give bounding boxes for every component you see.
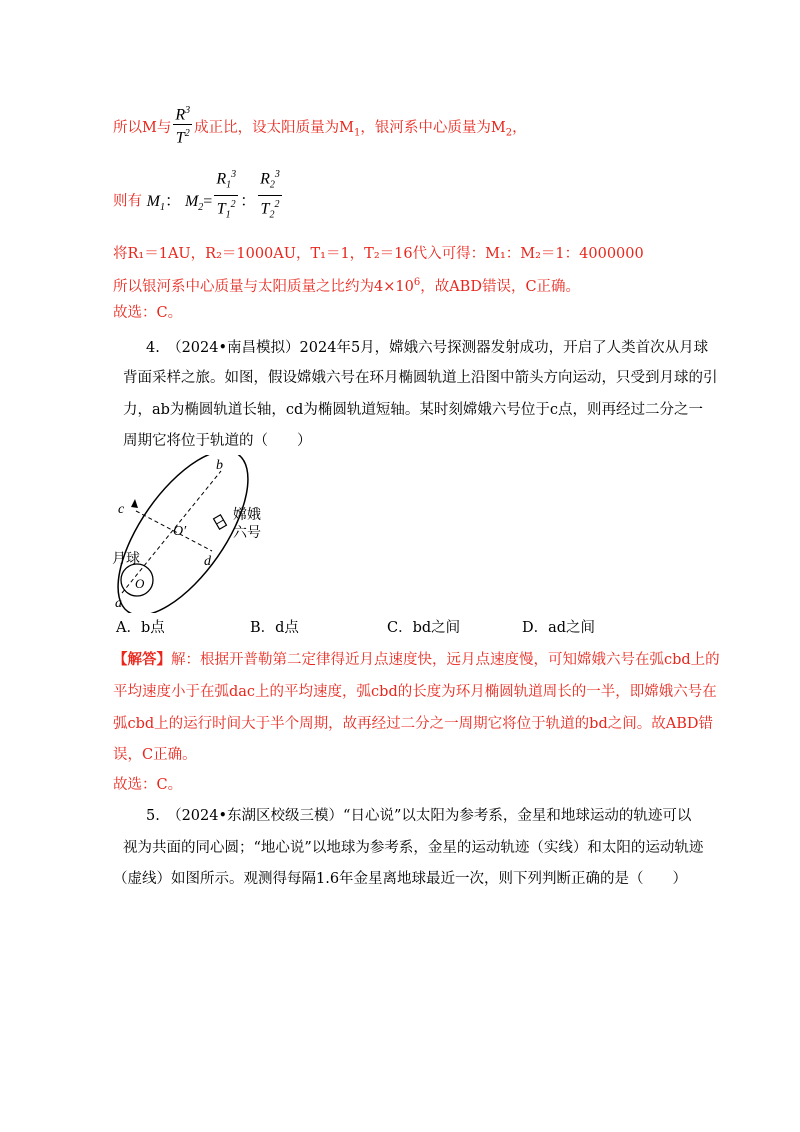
sub: 2 (505, 127, 513, 139)
text: ，银河系中心质量为M (360, 119, 506, 136)
q5-line3: （虚线）如图所示。观测得每隔1.6年金星离地球最近一次，则下列判断正确的是（ ） (113, 871, 688, 887)
m-symbol: M (146, 192, 160, 210)
sol3-line3: 将R₁＝1AU，R₂＝1000AU，T₁＝1，T₂＝16代入可得：M₁：M₂＝1：4000000 (113, 246, 644, 262)
sup: 3 (185, 105, 191, 116)
direction-arrow (131, 499, 138, 508)
label-center: O′ (173, 524, 187, 539)
sup: 3 (231, 169, 237, 180)
label-probe2: 六号 (233, 525, 261, 541)
label-moon-center: O (135, 576, 145, 591)
text: ， (512, 119, 527, 136)
fraction-r2-t2 (258, 166, 282, 224)
sup: 3 (274, 169, 280, 180)
t-symbol: T (175, 129, 185, 147)
q4-line4: 周期它将位于轨道的（ ） (123, 433, 312, 449)
t-symbol: T (260, 199, 270, 217)
sub: 2 (269, 179, 275, 191)
label-b: b (216, 458, 223, 473)
sub: 2 (269, 209, 275, 221)
q5-line1: 5. （2024•东湖区校级三模）“日心说”以太阳为参考系，金星和地球运动的轨迹可以 (146, 808, 692, 824)
sup: 2 (230, 198, 236, 210)
sub: 2 (198, 201, 204, 213)
r-symbol: R (260, 170, 270, 188)
equals: = (203, 192, 213, 210)
option-c[interactable]: C．bd之间 (387, 620, 461, 636)
text: 所以M与 (113, 119, 172, 136)
sub: 1 (226, 179, 232, 191)
colon: ： (164, 192, 181, 210)
r-symbol: R (175, 106, 186, 124)
fraction-r3-t2 (173, 102, 192, 148)
q4-line3: 力，ab为椭圆轨道长轴，cd为椭圆轨道短轴。某时刻嫦娥六号位于c点，则再经过二分之一 (123, 402, 703, 418)
sol3-line1 (113, 105, 527, 148)
label-moon: 月球 (112, 551, 140, 567)
orbit-figure (100, 455, 290, 613)
q4-answer-line4: 误，C正确。 (113, 747, 197, 763)
colon: ： (240, 192, 257, 210)
probe-icon (214, 515, 227, 529)
sol3-line4 (113, 273, 580, 297)
frac-den (173, 125, 192, 147)
text: ，故ABD错误，C正确。 (420, 278, 581, 295)
frac-den (214, 196, 238, 225)
q4-answer-line1 (113, 650, 720, 670)
q4-line2: 背面采样之旅。如图，假设嫦娥六号在环月椭圆轨道上沿图中箭头方向运动，只受到月球的引 (123, 370, 718, 386)
sol3-line5: 故选：C。 (113, 305, 183, 321)
r-symbol: R (216, 170, 227, 188)
sup: 6 (413, 277, 421, 288)
sub: 1 (159, 201, 165, 213)
sol3-line2 (113, 169, 284, 224)
label-c: c (118, 502, 125, 517)
answer-tag: 【解答】 (113, 651, 171, 668)
text: 成正比，设太阳质量为M (194, 119, 354, 136)
t-symbol: T (216, 199, 226, 217)
label-probe1: 嫦娥 (233, 507, 261, 523)
m-symbol: M (184, 192, 199, 210)
q4-answer-line3: 弧cbd上的运行时间大于半个周期，故再经过二分之一周期它将位于轨道的bd之间。故ABD错 (113, 716, 713, 732)
sup: 2 (184, 128, 190, 140)
option-a[interactable]: A．b点 (116, 620, 165, 636)
frac-den (258, 196, 282, 225)
fraction-r1-t1 (214, 166, 238, 224)
frac-num (258, 166, 282, 196)
option-d[interactable]: D．ad之间 (522, 620, 596, 636)
q5-line2: 视为共面的同心圆；“地心说”以地球为参考系，金星的运动轨迹（实线）和太阳的运动轨迹 (123, 840, 704, 856)
text: 所以银河系中心质量与太阳质量之比约为4×10 (113, 278, 414, 295)
sub: 1 (354, 127, 361, 139)
major-axis (122, 471, 221, 593)
sup: 2 (274, 198, 280, 210)
q4-answer-line2: 平均速度小于在弧dac上的平均速度，弧cbd的长度为环月椭圆轨道周长的一半，即嫦娥六号在 (113, 684, 717, 700)
frac-num (173, 102, 192, 125)
text: 则有 (113, 193, 142, 210)
label-a: a (115, 596, 122, 611)
sub: 1 (225, 209, 231, 221)
frac-num (214, 166, 238, 196)
q4-line1: 4. （2024•南昌模拟）2024年5月，嫦娥六号探测器发射成功，开启了人类首次从月球 (146, 340, 709, 356)
equation (146, 169, 284, 221)
label-d: d (204, 554, 211, 569)
q4-answer-line5: 故选：C。 (113, 777, 183, 793)
option-b[interactable]: B．d点 (250, 620, 299, 636)
text: 解：根据开普勒第二定律得近月点速度快，远月点速度慢，可知嫦娥六号在弧cbd上的 (171, 652, 720, 668)
